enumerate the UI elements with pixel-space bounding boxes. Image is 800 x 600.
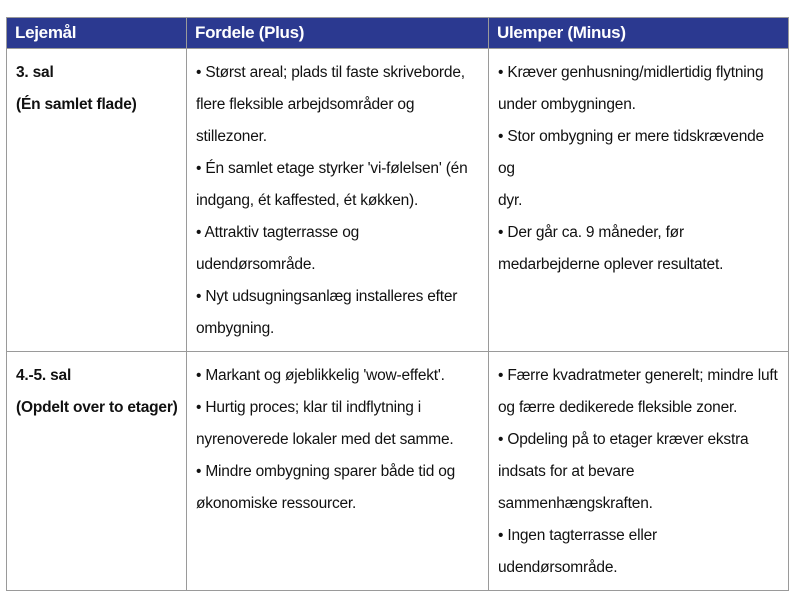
- cons-line: dyr.: [498, 192, 523, 209]
- cons-line: • Stor ombygning er mere tidskrævende og: [498, 128, 764, 177]
- pros-line: indgang, ét kaffested, ét køkken).: [196, 192, 419, 209]
- row-label-cell: [7, 49, 187, 352]
- pros-line: • Én samlet etage styrker 'vi-følelsen' (én: [196, 160, 468, 177]
- comparison-table: [6, 17, 789, 591]
- cons-cell: [489, 49, 789, 352]
- row-sublabel: (Opdelt over to etager): [16, 399, 178, 416]
- pros-line: • Attraktiv tagterrasse og: [196, 224, 360, 241]
- pros-line: • Hurtig proces; klar til indflytning i: [196, 399, 422, 416]
- pros-cell: [187, 49, 489, 352]
- pros-line: • Mindre ombygning sparer både tid og: [196, 463, 456, 480]
- cons-line: indsats for at bevare: [498, 463, 635, 480]
- header-fordele: Fordele (Plus): [187, 18, 489, 49]
- cons-line: • Der går ca. 9 måneder, før: [498, 224, 684, 241]
- cons-line: • Færre kvadratmeter generelt; mindre luft: [498, 367, 778, 384]
- pros-line: økonomiske ressourcer.: [196, 495, 357, 512]
- pros-line: flere fleksible arbejdsområder og: [196, 96, 415, 113]
- pros-line: • Nyt udsugningsanlæg installeres efter: [196, 288, 458, 305]
- pros-cell: [187, 352, 489, 591]
- table-row: [7, 352, 789, 591]
- cons-line: sammenhængskraften.: [498, 495, 653, 512]
- header-row: [7, 18, 789, 49]
- cons-line: under ombygningen.: [498, 96, 636, 113]
- cons-line: • Ingen tagterrasse eller udendørsområde.: [498, 527, 657, 576]
- cons-line: • Kræver genhusning/midlertidig flytning: [498, 64, 764, 81]
- row-sublabel: (Én samlet flade): [16, 96, 137, 113]
- pros-line: • Markant og øjeblikkelig 'wow-effekt'.: [196, 367, 445, 384]
- cons-line: • Opdeling på to etager kræver ekstra: [498, 431, 749, 448]
- pros-line: stillezoner.: [196, 128, 267, 145]
- row-label: 3. sal: [16, 64, 54, 81]
- header-ulemper: Ulemper (Minus): [489, 18, 789, 49]
- table-row: [7, 49, 789, 352]
- pros-line: • Størst areal; plads til faste skriveborde,: [196, 64, 465, 81]
- pros-line: udendørsområde.: [196, 256, 316, 273]
- row-label-cell: [7, 352, 187, 591]
- pros-line: ombygning.: [196, 320, 275, 337]
- cons-cell: [489, 352, 789, 591]
- header-lejemaal: Lejemål: [7, 18, 187, 49]
- cons-line: og færre dedikerede fleksible zoner.: [498, 399, 738, 416]
- cons-line: medarbejderne oplever resultatet.: [498, 256, 724, 273]
- pros-line: nyrenoverede lokaler med det samme.: [196, 431, 454, 448]
- row-label: 4.-5. sal: [16, 367, 72, 384]
